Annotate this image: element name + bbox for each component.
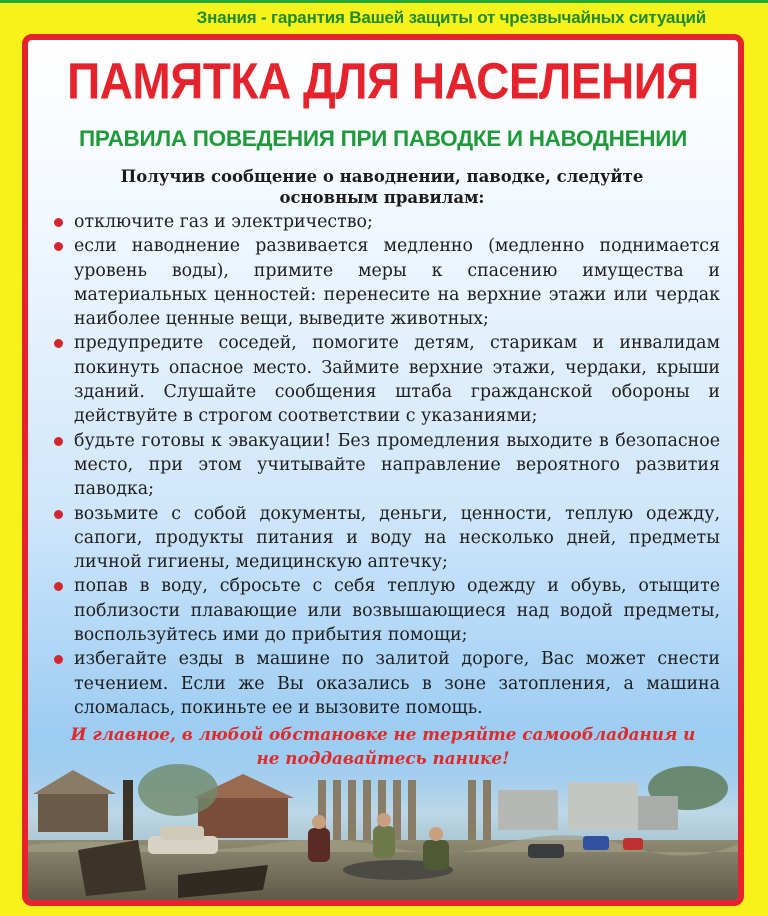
rule-text: возьмите с собой документы, деньги, ценности, теплую одежду, сапоги, продукты питания и воду на несколько дней, предметы личной гигиены, медицинскую аптечку;: [74, 503, 720, 573]
bullet-icon: [54, 437, 63, 446]
bullet-icon: [54, 655, 63, 664]
rule-item: [52, 574, 720, 647]
rule-text: будьте готовы к эвакуации! Без промедления выходите в безопасное место, при этом учитывайте направление вероятного развития паводка;: [74, 430, 720, 500]
bullet-icon: [54, 218, 63, 227]
top-banner: [0, 0, 768, 34]
rule-item: [52, 331, 720, 428]
rule-text: отключите газ и электричество;: [74, 212, 373, 232]
rule-item: [52, 234, 720, 331]
bullet-icon: [54, 339, 63, 348]
poster-title: ПАМЯТКА ДЛЯ НАСЕЛЕНИЯ: [67, 52, 699, 110]
rule-text: избегайте езды в машине по залитой дороге, Вас может снести течением. Если же Вы оказались в зоне затопления, а машина сломалась, покиньте ее и вызовите помощь.: [74, 649, 720, 718]
rule-item: [52, 647, 720, 720]
top-green-stripe: [0, 0, 768, 3]
bullet-icon: [54, 242, 63, 251]
bullet-icon: [54, 582, 63, 591]
rule-text: предупредите соседей, помогите детям, старикам и инвалидам покинуть опасное место. Займите верхние этажи, чердаки, крыши зданий. Слушайте сообщения штаба гражданской обороны и действуйте в строгом соответствии с указаниями;: [74, 333, 720, 427]
tagline: Знания - гарантия Вашей защиты от чрезвычайных ситуаций: [196, 8, 706, 27]
intro-text: Получив сообщение о наводнении, паводке, следуйте основным правилам:: [120, 167, 644, 207]
rule-item: [52, 429, 720, 502]
rule-item: [52, 210, 720, 234]
bullet-icon: [54, 510, 63, 519]
rule-text: попав в воду, сбросьте с себя теплую одежду и обувь, отыщите поблизости плавающие или возвышающиеся над водой предметы, воспользуйтесь ими до прибытия помощи;: [74, 576, 720, 646]
rule-text: если наводнение развивается медленно (медленно поднимается уровень воды), примите меры к спасению имущества и материальных ценностей: перенесите на верхние этажи или чердак наиболее ценные вещи, выведите животных;: [74, 236, 720, 330]
poster-frame: [22, 34, 744, 906]
closing-message: И главное, в любой обстановке не теряйте самообладания и не поддавайтесь панике!: [70, 724, 696, 768]
rules-list: [52, 210, 720, 720]
rule-item: [52, 502, 720, 575]
poster-subtitle: ПРАВИЛА ПОВЕДЕНИЯ ПРИ ПАВОДКЕ И НАВОДНЕНИИ: [79, 126, 687, 151]
